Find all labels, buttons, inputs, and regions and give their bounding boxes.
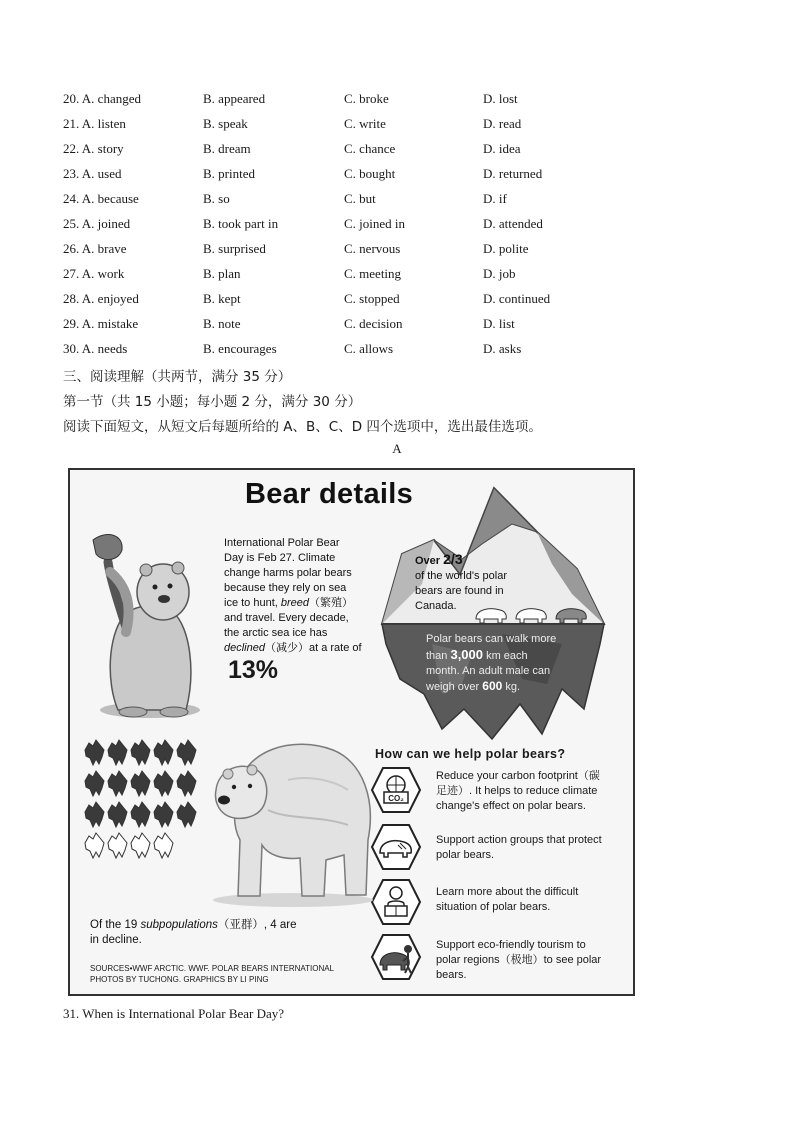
option-a: 24. A. because xyxy=(63,191,139,206)
decline-rate: 13% xyxy=(228,656,279,684)
tourism-icon xyxy=(370,933,422,981)
option-a: 28. A. enjoyed xyxy=(63,291,139,306)
small-bears-icon xyxy=(472,601,592,625)
option-d: D. job xyxy=(483,266,516,281)
option-b: B. encourages xyxy=(203,341,277,356)
subpopulation-icon xyxy=(177,802,196,827)
option-b: B. so xyxy=(203,191,230,206)
subpopulation-icon xyxy=(177,740,196,765)
option-d: D. read xyxy=(483,116,522,131)
passage-label: A xyxy=(392,441,402,456)
declining-subpopulation-icon xyxy=(85,833,104,858)
option-c: C. decision xyxy=(344,316,403,331)
subpopulation-icon xyxy=(108,802,127,827)
question-31: 31. When is International Polar Bear Day? xyxy=(63,1006,285,1021)
option-c: C. stopped xyxy=(344,291,400,306)
option-a: 30. A. needs xyxy=(63,341,128,356)
infographic xyxy=(68,468,635,996)
declining-subpopulation-icon xyxy=(131,833,150,858)
option-d: D. lost xyxy=(483,91,518,106)
option-a: 23. A. used xyxy=(63,166,122,181)
section-part: 第一节（共 15 小题；每小题 2 分，满分 30 分） xyxy=(63,394,362,410)
option-d: D. attended xyxy=(483,216,543,231)
help-item-4: Support eco-friendly tourism to polar regions（极地）to see polar bears. xyxy=(436,939,602,981)
intro-text: International Polar Bear Day is Feb 27. Climate change harms polar bears because they rely on sea ice to hunt, breed（繁殖） and travel. Every decade, the arctic sea ice has declined（减少）at a rate of xyxy=(224,537,362,654)
subpopulation-icon xyxy=(108,740,127,765)
declining-subpopulation-icon xyxy=(108,833,127,858)
section-instruction: 阅读下面短文，从短文后每题所给的 A、B、C、D 四个选项中，选出最佳选项。 xyxy=(63,419,542,435)
option-a: 20. A. changed xyxy=(63,91,141,106)
subpopulation-icon xyxy=(154,740,173,765)
option-c: C. bought xyxy=(344,166,396,181)
option-b: B. surprised xyxy=(203,241,266,256)
option-b: B. appeared xyxy=(203,91,266,106)
subpop-text: Of the 19 subpopulations（亚群）, 4 are in decline. xyxy=(90,919,297,946)
subpopulation-icon xyxy=(131,740,150,765)
option-b: B. note xyxy=(203,316,241,331)
subpopulation-icon xyxy=(177,771,196,796)
option-b: B. dream xyxy=(203,141,251,156)
option-b: B. kept xyxy=(203,291,241,306)
polar-bear-photo xyxy=(198,720,378,910)
option-b: B. plan xyxy=(203,266,241,281)
subpopulation-icon xyxy=(85,771,104,796)
sources-credit: SOURCES•WWF ARCTIC. WWF. POLAR BEARS INTERNATIONAL PHOTOS BY TUCHONG. GRAPHICS BY LI PING xyxy=(90,964,335,984)
subpopulation-icon xyxy=(85,740,104,765)
option-c: C. joined in xyxy=(344,216,406,231)
option-d: D. continued xyxy=(483,291,551,306)
walk-text: Polar bears can walk more than 3,000 km each month. An adult male can weigh over 600 kg. xyxy=(426,633,557,693)
help-title: How can we help polar bears? xyxy=(375,747,566,761)
subpopulation-icon xyxy=(154,802,173,827)
canada-text: Over 2/3 of the world's polar bears are found in Canada. xyxy=(415,551,507,612)
option-d: D. list xyxy=(483,316,515,331)
infographic-title: Bear details xyxy=(245,478,414,510)
help-item-3: Learn more about the difficult situation of polar bears. xyxy=(436,886,579,913)
option-c: C. broke xyxy=(344,91,389,106)
subpopulation-icon xyxy=(131,771,150,796)
option-d: D. asks xyxy=(483,341,522,356)
subpopulation-icon xyxy=(85,802,104,827)
option-b: B. took part in xyxy=(203,216,279,231)
option-a: 25. A. joined xyxy=(63,216,131,231)
option-a: 22. A. story xyxy=(63,141,124,156)
option-c: C. but xyxy=(344,191,376,206)
option-c: C. meeting xyxy=(344,266,402,281)
option-d: D. returned xyxy=(483,166,543,181)
section-heading: 三、阅读理解（共两节，满分 35 分） xyxy=(63,369,292,385)
option-a: 27. A. work xyxy=(63,266,125,281)
option-d: D. if xyxy=(483,191,507,206)
option-a: 21. A. listen xyxy=(63,116,126,131)
subpopulation-icon xyxy=(131,802,150,827)
help-item-1: Reduce your carbon footprint（碳 足迹）. It helps to reduce climate change's effect on polar bears. xyxy=(436,770,600,812)
help-item-2: Support action groups that protect polar bears. xyxy=(436,834,602,861)
option-c: C. nervous xyxy=(344,241,401,256)
option-a: 26. A. brave xyxy=(63,241,127,256)
option-c: C. chance xyxy=(344,141,396,156)
option-c: C. write xyxy=(344,116,386,131)
option-d: D. idea xyxy=(483,141,521,156)
cartoon-bear-illustration xyxy=(88,532,228,727)
subpopulation-icon xyxy=(108,771,127,796)
declining-subpopulation-icon xyxy=(154,833,173,858)
option-c: C. allows xyxy=(344,341,394,356)
option-d: D. polite xyxy=(483,241,529,256)
option-a: 29. A. mistake xyxy=(63,316,139,331)
subpopulation-icon xyxy=(154,771,173,796)
option-b: B. printed xyxy=(203,166,255,181)
svg-text:CO₂: CO₂ xyxy=(388,794,404,803)
subpopulation-icebergs xyxy=(82,738,200,866)
option-b: B. speak xyxy=(203,116,248,131)
